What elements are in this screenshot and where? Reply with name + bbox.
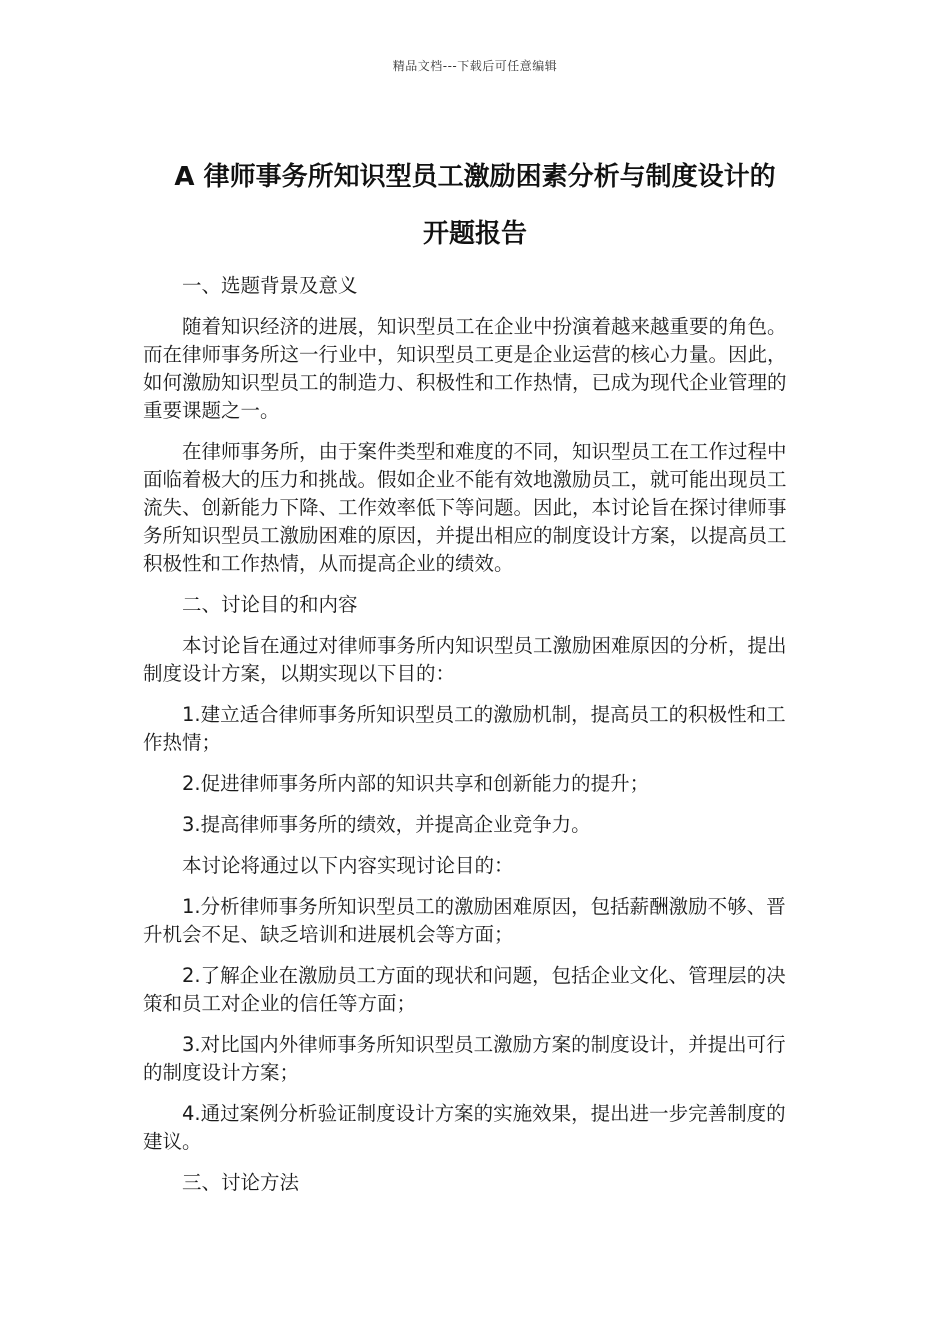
paragraph-purpose-intro: 本讨论旨在通过对律师事务所内知识型员工激励困难原因的分析，提出制度设计方案，以期实现以下目的： [143, 634, 787, 685]
content-item-2: 2.了解企业在激励员工方面的现状和问题，包括企业文化、管理层的决策和员工对企业的信任等方面； [143, 964, 786, 1015]
goal-item-2: 2.促进律师事务所内部的知识共享和创新能力的提升； [182, 772, 650, 795]
title-line-2: 开题报告 [422, 219, 527, 250]
paragraph-content-intro: 本讨论将通过以下内容实现讨论目的： [182, 854, 514, 877]
section-heading-purpose: 二、讨论目的和内容 [182, 593, 358, 616]
content-item-1: 1.分析律师事务所知识型员工的激励困难原因，包括薪酬激励不够、晋升机会不足、缺乏培训和进展机会等方面； [143, 895, 786, 946]
section-heading-background: 一、选题背景及意义 [182, 274, 358, 297]
content-item-3: 3.对比国内外律师事务所知识型员工激励方案的制度设计，并提出可行的制度设计方案； [143, 1033, 786, 1084]
goal-item-1: 1.建立适合律师事务所知识型员工的激励机制，提高员工的积极性和工作热情； [143, 703, 786, 754]
paragraph-background-1: 随着知识经济的进展，知识型员工在企业中扮演着越来越重要的角色。而在律师事务所这一行业中，知识型员工更是企业运营的核心力量。因此，如何激励知识型员工的制造力、积极性和工作热情，已成为现代企业管理的重要课题之一。 [143, 315, 787, 422]
paragraph-background-2: 在律师事务所，由于案件类型和难度的不同，知识型员工在工作过程中面临着极大的压力和挑战。假如企业不能有效地激励员工，就可能出现员工流失、创新能力下降、工作效率低下等问题。因此，本讨论旨在探讨律师事务所知识型员工激励困难的原因，并提出相应的制度设计方案，以提高员工积极性和工作热情，从而提高企业的绩效。 [143, 440, 787, 575]
header-note: 精品文档---下载后可任意编辑 [392, 59, 558, 73]
document-body [143, 272, 803, 1210]
title-line-1: A 律师事务所知识型员工激励困素分析与制度设计的 [174, 162, 776, 193]
section-heading-methods: 三、讨论方法 [182, 1171, 300, 1194]
content-item-4: 4.通过案例分析验证制度设计方案的实施效果，提出进一步完善制度的建议。 [143, 1102, 786, 1153]
goal-item-3: 3.提高律师事务所的绩效，并提高企业竞争力。 [182, 813, 591, 836]
document-title [120, 149, 830, 263]
